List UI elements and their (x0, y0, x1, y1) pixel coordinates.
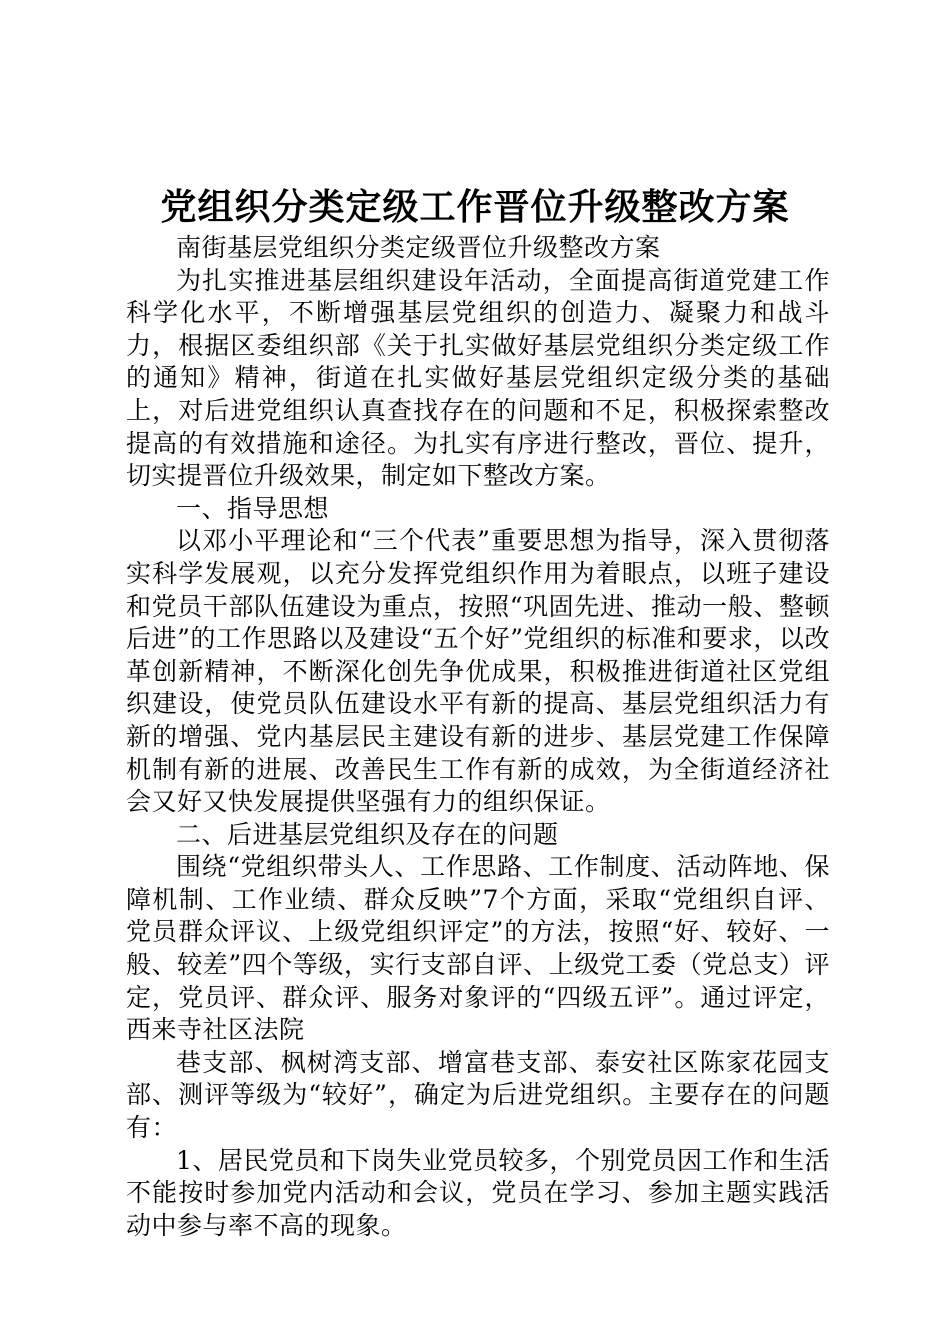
document-body (126, 232, 830, 1242)
section-heading-problems: 二、后进基层党组织及存在的问题 (176, 819, 559, 849)
subtitle-paragraph: 南街基层党组织分类定级晋位升级整改方案 (176, 233, 661, 262)
document-title: 党组织分类定级工作晋位升级整改方案 (160, 187, 790, 228)
lagging-branches-paragraph: 巷支部、枫树湾支部、增富巷支部、泰安社区陈家花园支部、测评等级为“较好”，确定为后进党组织。主要存在的问题有： (126, 1047, 830, 1143)
guiding-ideology-paragraph: 以邓小平理论和“三个代表”重要思想为指导，深入贯彻落实科学发展观，以充分发挥党组织作用为着眼点，以班子建设和党员干部队伍建设为重点，按照“巩固先进、推动一般、整顿后进”的工作思路以及建设“五个好”党组织的标准和要求，以改革创新精神，不断深化创先争优成果，积极推进街道社区党组织建设，使党员队伍建设水平有新的提高、基层党组织活力有新的增强、党内基层民主建设有新的进步、基层党建工作保障机制有新的进展、改善民生工作有新的成效，为全街道经济社会又好又快发展提供坚强有力的组织保证。 (126, 526, 830, 817)
evaluation-paragraph: 围绕“党组织带头人、工作思路、工作制度、活动阵地、保障机制、工作业绩、群众反映”7个方面，采取“党组织自评、党员群众评议、上级党组织评定”的方法，按照“好、较好、一般、较差”四个等级，实行支部自评、上级党工委（党总支）评定，党员评、群众评、服务对象评的“四级五评”。通过评定，西来寺社区法院 (126, 852, 830, 1045)
intro-paragraph: 为扎实推进基层组织建设年活动，全面提高街道党建工作科学化水平，不断增强基层党组织的创造力、凝聚力和战斗力，根据区委组织部《关于扎实做好基层党组织分类定级工作的通知》精神，街道在扎实做好基层党组织定级分类的基础上，对后进党组织认真查找存在的问题和不足，积极探索整改提高的有效措施和途径。为扎实有序进行整改，晋位、提升，切实提晋位升级效果，制定如下整改方案。 (126, 265, 830, 491)
problem-item-1: 1、居民党员和下岗失业党员较多，个别党员因工作和生活不能按时参加党内活动和会议，党员在学习、参加主题实践活动中参与率不高的现象。 (126, 1145, 830, 1240)
section-heading-guiding-ideology: 一、指导思想 (176, 493, 330, 523)
